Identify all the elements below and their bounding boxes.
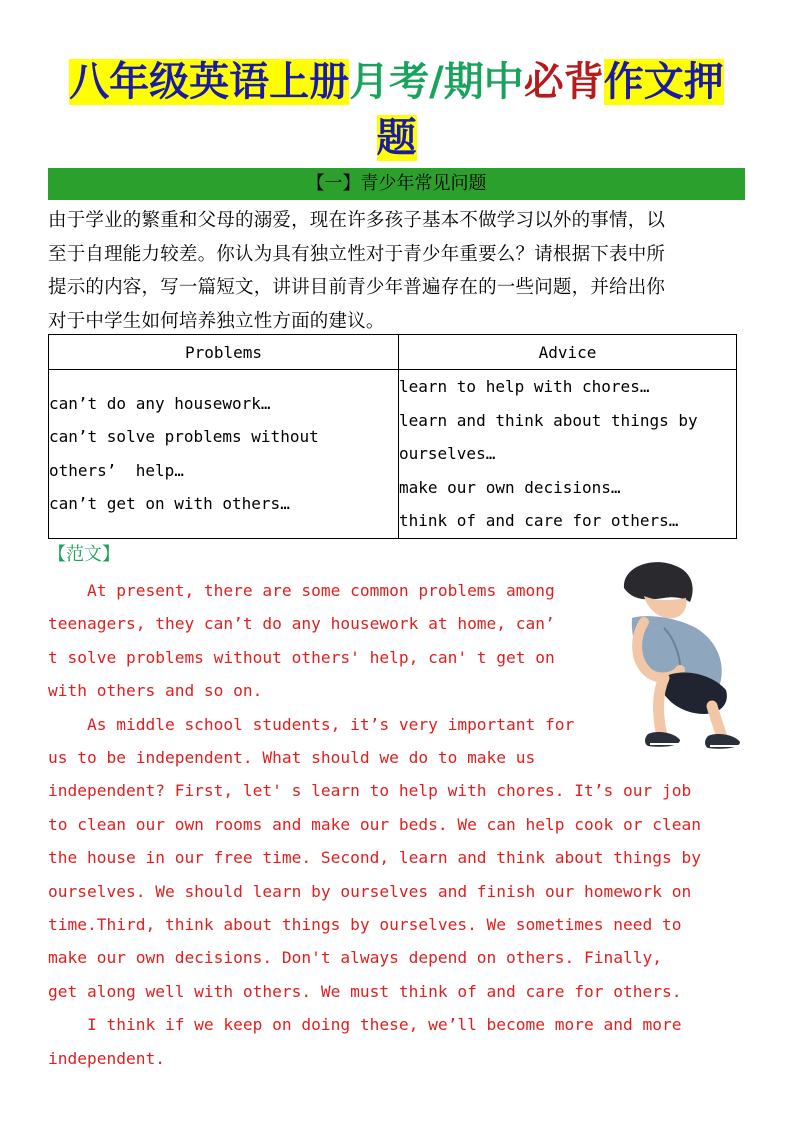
advice-cell: [399, 370, 737, 539]
essay-line: independent? First, let' s learn to help with chores. It’s our job: [48, 781, 692, 801]
essay-line: to clean our own rooms and make our beds. We can help cook or clean: [48, 814, 701, 834]
problem-item: can’t do any housework…: [49, 393, 271, 413]
problems-advice-table: [48, 334, 737, 539]
table-header-row: [49, 335, 737, 370]
essay-line: At present, there are some common problems among: [48, 581, 555, 600]
essay-line: get along well with others. We must think of and care for others.: [48, 981, 682, 1001]
title-part-topic: 题: [376, 115, 417, 161]
section-heading: 【一】青少年常见问题: [48, 168, 745, 200]
essay-line: ourselves. We should learn by ourselves and finish our homework on: [48, 881, 692, 901]
prompt-line: 由于学业的繁重和父母的溺爱，现在许多孩子基本不做学习以外的事情，以: [48, 210, 666, 231]
prompt-line: 对于中学生如何培养独立性方面的建议。: [48, 310, 385, 332]
page-title: [48, 54, 745, 166]
table-row: [49, 370, 737, 539]
prompt-line: 提示的内容，写一篇短文，讲讲目前青少年普遍存在的一些问题，并给出你: [48, 277, 666, 298]
writing-prompt: [48, 204, 745, 338]
title-part-essay: 作文押: [603, 59, 724, 105]
advice-item: learn to help with chores…: [399, 377, 650, 396]
advice-item: make our own decisions…: [399, 477, 621, 497]
title-part-grade: 八年级英语上册: [69, 59, 350, 105]
title-part-must: 必背: [523, 59, 604, 105]
table-header-problems: Problems: [49, 335, 399, 370]
essay-line: t solve problems without others' help, can' t get on: [48, 647, 555, 667]
advice-item: learn and think about things by: [399, 410, 698, 430]
crouching-boy-illustration: [604, 558, 756, 754]
problem-item: others’ help…: [49, 460, 184, 480]
essay-line: independent.: [48, 1048, 165, 1068]
title-part-exam: 月考/期中: [349, 59, 524, 105]
essay-line: time.Third, think about things by ourselves. We sometimes need to: [48, 915, 682, 935]
essay-line: As middle school students, it’s very important for: [48, 714, 575, 734]
sample-essay-label: 【范文】: [48, 544, 120, 565]
essay-line: us to be independent. What should we do to make us: [48, 748, 536, 768]
table-header-advice: Advice: [399, 335, 737, 370]
problem-item: can’t solve problems without: [49, 427, 319, 447]
essay-line: make our own decisions. Don't always depend on others. Finally,: [48, 948, 662, 968]
advice-item: ourselves…: [399, 444, 496, 463]
essay-line: I think if we keep on doing these, we’ll become more and more: [48, 1015, 682, 1035]
prompt-line: 至于自理能力较差。你认为具有独立性对于青少年重要么？请根据下表中所: [48, 243, 666, 265]
problems-cell: [49, 370, 399, 539]
essay-line: with others and so on.: [48, 681, 263, 701]
advice-item: think of and care for others…: [399, 511, 679, 530]
essay-line: the house in our free time. Second, learn and think about things by: [48, 848, 701, 868]
problem-item: can’t get on with others…: [49, 494, 290, 514]
essay-line: teenagers, they can’t do any housework at home, can’: [48, 614, 555, 634]
